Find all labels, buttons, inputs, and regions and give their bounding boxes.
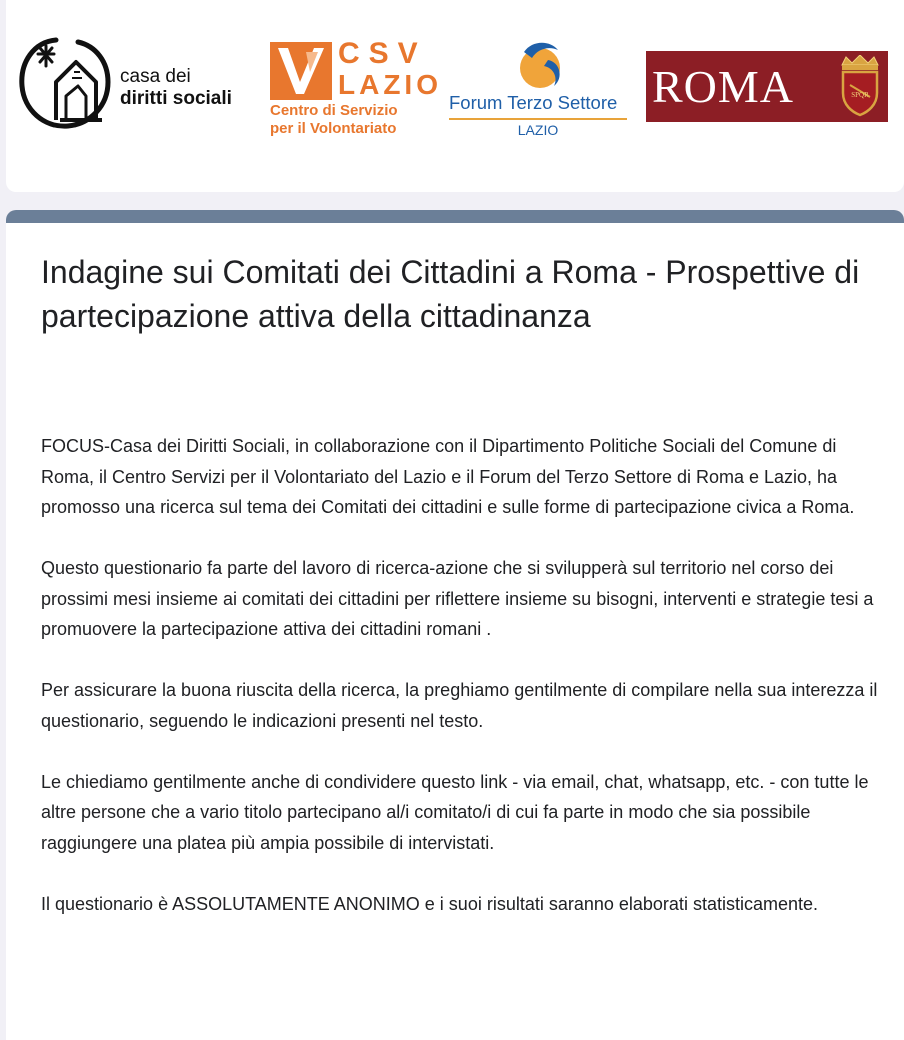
form-accent-bar — [6, 210, 904, 223]
csv-logo-desc-line1: Centro di Servizio — [270, 102, 398, 119]
form-description-paragraph: Questo questionario fa parte del lavoro di ricerca-azione che si svilupperà sul territorio nel corso dei prossimi mesi insieme ai comitati dei cittadini per riflettere insieme su bisogni, interventi e strategie tesi a promuovere la partecipazione attiva dei cittadini romani . — [41, 558, 874, 639]
forum-logo-title: Forum Terzo Settore — [449, 92, 618, 113]
forum-logo-subtitle: LAZIO — [517, 122, 559, 138]
forum-logo-divider — [449, 118, 627, 120]
roma-crest-icon — [838, 55, 882, 117]
casa-dei-diritti-sociali-emblem-icon — [16, 36, 116, 132]
form-description-paragraph: Il questionario è ASSOLUTAMENTE ANONIMO e i suoi risultati saranno elaborati statisticamente. — [41, 893, 818, 914]
svg-text:SPQR: SPQR — [851, 91, 869, 99]
roma-logo — [646, 51, 888, 122]
casa-logo-line1: casa dei — [120, 66, 191, 87]
casa-logo-line2: diritti sociali — [120, 88, 232, 109]
form-description-paragraph: Per assicurare la buona riuscita della ricerca, la preghiamo gentilmente di compilare nella sua interezza il questionario, seguendo le indicazioni presenti nel testo. — [41, 680, 878, 731]
forum-terzo-settore-logo — [446, 38, 636, 142]
csv-v-mark-icon — [270, 42, 332, 100]
form-description-card — [6, 210, 904, 1040]
csv-lazio-logo — [268, 37, 442, 145]
form-description — [41, 431, 881, 950]
header-banner — [6, 0, 904, 192]
form-title: Indagine sui Comitati dei Cittadini a Roma - Prospettive di partecipazione attiva della cittadinanza — [41, 254, 860, 334]
form-description-paragraph: FOCUS-Casa dei Diritti Sociali, in collaborazione con il Dipartimento Politiche Sociali del Comune di Roma, il Centro Servizi per il Volontariato del Lazio e il Forum del Terzo Settore di Roma e Lazio, ha promosso una ricerca sul tema dei Comitati dei cittadini e sulle forme di partecipazione civica a Roma. — [41, 436, 855, 517]
csv-logo-desc-line2: per il Volontariato — [270, 120, 397, 137]
csv-logo-title: CSV — [338, 37, 427, 70]
csv-logo-description — [270, 102, 398, 138]
casa-dei-diritti-sociali-logo — [16, 36, 266, 132]
forum-swirl-icon — [514, 38, 570, 92]
roma-logo-title: ROMA — [652, 61, 795, 112]
casa-logo-text — [120, 66, 232, 110]
form-description-paragraph: Le chiediamo gentilmente anche di condividere questo link - via email, chat, whatsapp, etc. - con tutte le altre persone che a vario titolo partecipano al/i comitato/i di cui fa parte in modo che sia possibile raggiungere una platea più ampia possibile di intervistati. — [41, 771, 869, 853]
csv-logo-subtitle: LAZIO — [338, 69, 442, 100]
